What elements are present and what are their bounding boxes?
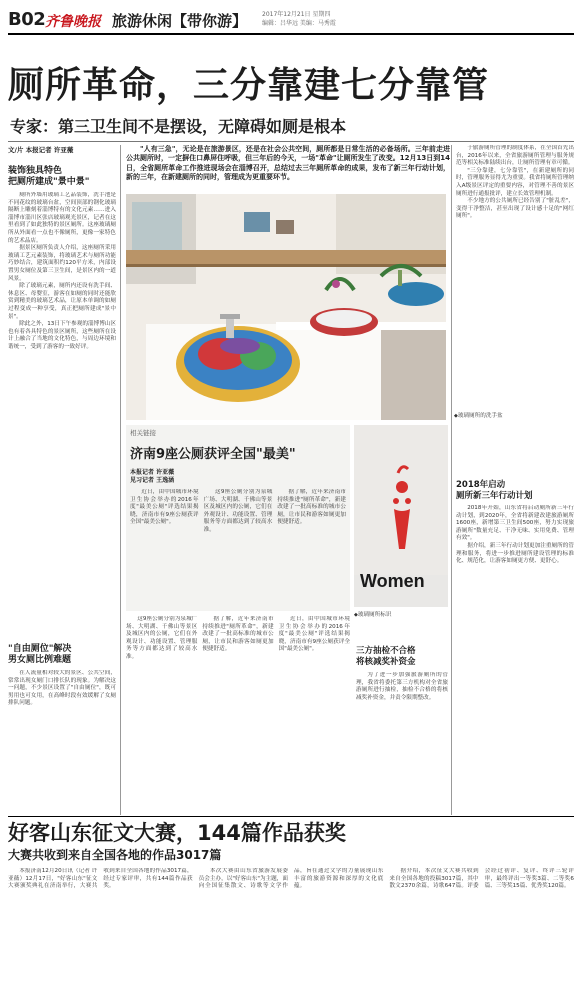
left-paragraph: 据景区厕所负责人介绍，这座厕所采用玻璃工艺元素装饰，将玻璃艺术与厕所功能巧妙结合，建筑面积约120平方米，内部设置男女厕位及第三卫生间，是景区内的一道风景。 bbox=[8, 245, 116, 282]
main-photo bbox=[126, 194, 446, 420]
bottom-paragraph: 本次大赛由山东省旅游发展委员会主办，以"好客山东"为主题，面向全国征集散文、诗歌等文学作品，旨在通过文学的力量展现山东丰富的旅游资源和深厚的文化底蕴。 bbox=[198, 868, 384, 890]
sign-caption bbox=[354, 612, 454, 620]
left-paragraph: 在人流量相对较大的景区、公共空间，常常出现女厕门口排长队的现象。为解决这一问题，不少景区设置了"自由厕位"，既可男用也可女用，在高峰时段有效缓解了女厕排队问题。 bbox=[8, 670, 116, 707]
right-paragraph: 2018年开始，山东省将启动厕所新三年行动计划，到2020年，全省将新建改建旅游厕所1600座，新增第三卫生间500座，努力实现旅游厕所"数量充足、干净无味、实用免费、管理有效"。 bbox=[456, 505, 574, 542]
left-paragraph: 除了玻璃元素，厕所内还设有洗手间、休息区、母婴室，游客在如厕的同时还能欣赏到精美的玻璃艺术品，让原本单调的如厕过程变成一种享受，真正把厕所建成"景中景"。 bbox=[8, 283, 116, 320]
bottom-headline: 好客山东征文大赛，144篇作品获奖 bbox=[8, 821, 346, 845]
section-name: 旅游休闲 bbox=[112, 12, 173, 30]
middle-paragraph: 近日，由中国城市环境卫生协会举办的2016年度"最美公厕"评选结果揭晓，济南市有9座公厕获评全国"最美公厕"。 bbox=[278, 616, 350, 653]
left-body bbox=[8, 192, 116, 612]
column-rule bbox=[451, 145, 452, 815]
bottom-subheadline: 大赛共收到来自全国各地的作品3017篇 bbox=[8, 848, 222, 862]
caption-text: 玻璃厕所标识 bbox=[357, 612, 392, 618]
column-name: 【带你游】 bbox=[172, 12, 248, 30]
masthead bbox=[8, 6, 574, 32]
middle-paragraph: 这9座公厕分别为泉城广场、大明湖、千佛山等景区及城区内的公厕，它们在外观设计、功能设置、管理服务等方面都达到了较高水准。 bbox=[126, 616, 198, 660]
header-rule bbox=[8, 33, 574, 35]
left-body-2 bbox=[8, 670, 116, 810]
left-paragraph: 厕所外墙用玻璃工艺品装饰，洗手池是不同花纹的玻璃台盆，空间顶部的钢化玻璃隔断上雕刻着淄博特有的文化元素……进入淄博市淄川区张店玻璃观光景区，记者在这里看到了如此独特的景区厕所。这座玻璃厕所从外面看一点也不像厕所，更像一家特色的艺术品店。 bbox=[8, 192, 116, 244]
caption-text: 玻璃厕所的洗手盆 bbox=[457, 413, 503, 419]
middle-body-2 bbox=[356, 672, 448, 812]
related-paragraph: 这9座公厕分别为泉城广场、大明湖、千佛山等景区及城区内的公厕，它们在外观设计、功能设置、管理服务等方面都达到了较高水准。 bbox=[203, 489, 273, 533]
left-paragraph: 除此之外，13日下午参观的淄博博山区也有着各具特色的景区厕所，这些厕所在设计上融合了当地的文化特色，与周边环境和谐统一，受到了游客的一致好评。 bbox=[8, 321, 116, 350]
woman-figure-icon bbox=[354, 425, 448, 575]
main-headline: 厕所革命，三分靠建七分靠管 bbox=[8, 66, 490, 106]
paper-logo: 齐鲁晚报 bbox=[45, 14, 101, 30]
date-line: 2017年12月21日 星期四 bbox=[262, 11, 331, 18]
headline-rule bbox=[8, 141, 574, 142]
related-box bbox=[126, 425, 350, 611]
right-body bbox=[456, 145, 574, 409]
related-paragraph: 近日，由中国城市环境卫生协会举办的2016年度"最美公厕"评选结果揭晓，济南市有9座公厕获评全国"最美公厕"。 bbox=[130, 489, 199, 526]
related-headline: 济南9座公厕获评全国"最美" bbox=[130, 447, 296, 462]
left-subhead-2: "自由厕位"解决 男女厕比例难题 bbox=[8, 644, 72, 665]
byline: 文/片 本报记者 许亚薇 bbox=[8, 146, 74, 154]
right-paragraph: 于旅游厕所管理的制度体系，在全国首先出台，2016年以来，全省旅游厕所管理与服务规范等相关标准陆续出台，让厕所管理有章可循。 bbox=[456, 145, 574, 167]
section-title bbox=[112, 10, 247, 31]
left-subhead: 装饰独具特色 把厕所建成"景中景" bbox=[8, 166, 90, 187]
bottom-paragraph: 据介绍，本次征文大赛共收到来自全国各地的投稿3017篇，其中散文2370余篇，诗歌647篇。评委会经过初评、复评、终评三轮评审，最终评出一等奖3篇、二等奖6篇、三等奖15篇、优秀奖120篇。 bbox=[389, 868, 574, 890]
editor-line: 编辑：吕华远 美编：马秀霞 bbox=[262, 20, 336, 27]
lead-paragraph: "人有三急"，无论是在旅游景区，还是在社会公共空间，厕所都是日常生活的必备场所。三年前走进公共厕所时，一定摒住口鼻屏住呼吸，但三年后的今天，一场"革命"让厕所发生了改变。12月13日到14日，全省厕所革命工作推进现场会在淄博召开，总结过去三年厕所革命的成果，发布了新三年行动计划，新的三年，在新建厕所的同时，管理成为更重要环节。 bbox=[126, 145, 450, 182]
bottom-rule bbox=[8, 816, 574, 817]
main-subheadline: 专家：第三卫生间不是摆设，无障碍如厕是根本 bbox=[10, 117, 347, 136]
caption-marker-icon: ◆ bbox=[354, 612, 358, 618]
women-sign-text: Women bbox=[360, 571, 425, 591]
middle-subhead: 三方抽检不合格 将核减奖补资金 bbox=[356, 646, 416, 667]
column-rule bbox=[120, 145, 121, 815]
related-byline: 本报记者 许亚薇 见习记者 王逸涵 bbox=[130, 469, 175, 484]
caption-marker-icon: ◆ bbox=[454, 413, 458, 419]
middle-paragraph: 据了解，近年来济南市持续推进"厕所革命"，新建改建了一批高标准的城市公厕，让市民和游客如厕更加便捷舒适。 bbox=[202, 616, 274, 653]
right-paragraph: 不少地方的公共厕所已经告别了"脏乱差"，变得干净整洁，甚至出现了设计感十足的"网红厕所"。 bbox=[456, 198, 574, 220]
middle-paragraph: 为了进一步加强旅游厕所的管理，我省将委托第三方机构对全省旅游厕所进行抽检，抽检不合格的将核减奖补资金，并责令限期整改。 bbox=[356, 672, 448, 701]
related-body bbox=[130, 489, 346, 609]
bottom-paragraph: 本报济南12月20日讯（记者 许亚薇）12月17日，"好客山东"征文大赛颁奖典礼在济南举行，大赛共收到来自全国各地的作品3017篇，经过专家评审，共有144篇作品获奖。 bbox=[8, 868, 193, 890]
page-number: B02 bbox=[8, 9, 46, 30]
sign-photo bbox=[354, 425, 448, 607]
right-body-2 bbox=[456, 505, 574, 810]
middle-body bbox=[126, 616, 350, 812]
right-paragraph: 据介绍，新三年行动计划更加注重厕所的管理和服务，将进一步推进厕所建设管理的标准化、规范化，让游客如厕更方便、更舒心。 bbox=[456, 542, 574, 565]
right-paragraph: "三分靠建，七分靠管"，在新建厕所的同时，管理服务显得尤为重要。我省将厕所管理纳入A级景区评定的重要内容，对管理不善的景区厕所进行通报批评，建立长效管理机制。 bbox=[456, 167, 574, 197]
photo-caption bbox=[454, 413, 574, 421]
bottom-body bbox=[8, 868, 574, 990]
right-subhead: 2018年启动 厕所新三年行动计划 bbox=[456, 480, 533, 501]
related-paragraph: 据了解，近年来济南市持续推进"厕所革命"，新建改建了一批高标准的城市公厕，让市民和游客如厕更加便捷舒适。 bbox=[277, 489, 346, 526]
related-label: 相关链接 bbox=[130, 429, 156, 437]
